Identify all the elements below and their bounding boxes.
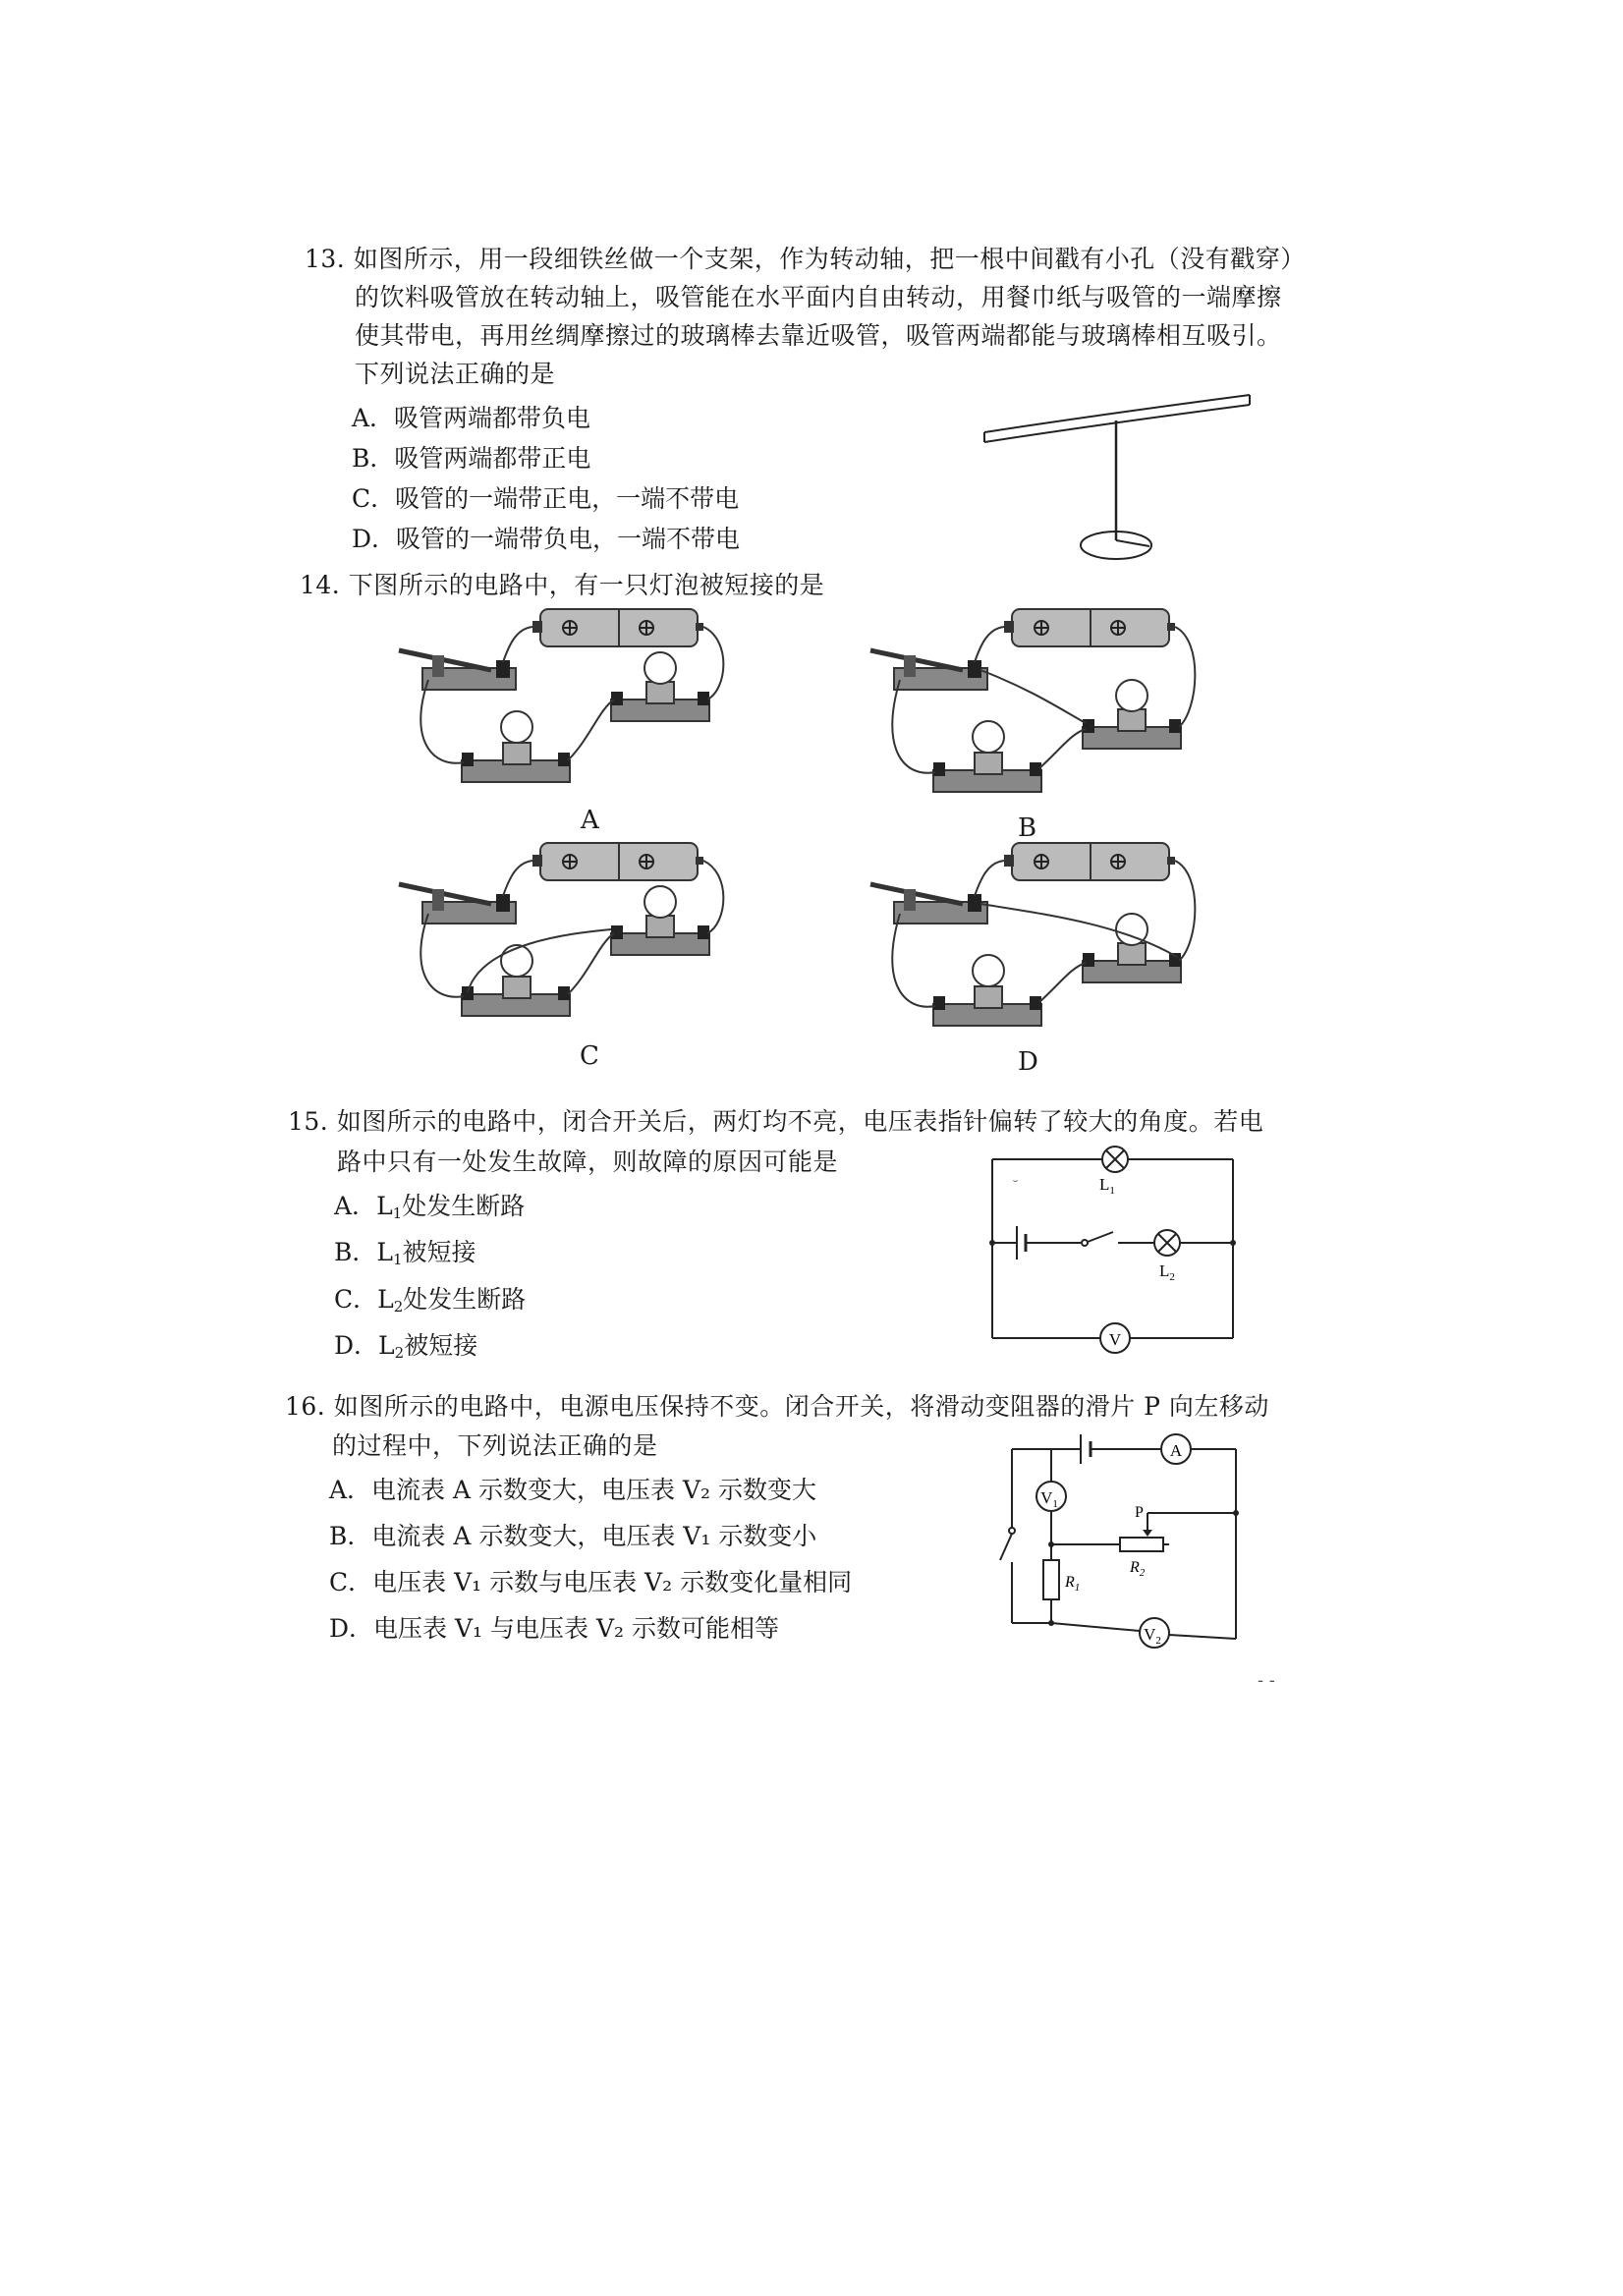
- q16-circuit-diagram: [982, 1415, 1258, 1651]
- q15-l2-label: $L_2$: [1159, 1261, 1175, 1283]
- q16-r1-label: $R_1$: [1065, 1574, 1081, 1594]
- bulb-icon: [611, 652, 709, 721]
- q16-v1-label: $V_1$: [1040, 1488, 1058, 1510]
- q16-number: 16.: [285, 1392, 326, 1421]
- q13-line-3: 使其带电，再用丝绸摩擦过的玻璃棒去靠近吸管，吸管两端都能与玻璃棒相互吸引。: [355, 321, 1282, 350]
- q13-line-4: 下列说法正确的是: [355, 360, 556, 388]
- q14-circuit-d: [865, 835, 1218, 1041]
- q15-voltmeter-label: V: [1108, 1330, 1122, 1349]
- q16-r2-label: $R_2$: [1130, 1559, 1146, 1579]
- q16-option-b: B．电流表 A 示数变大，电压表 V₁ 示数变小: [329, 1522, 817, 1550]
- q15-line-2: 路中只有一处发生故障，则故障的原因可能是: [337, 1148, 839, 1176]
- q13-line-2: 的饮料吸管放在转动轴上，吸管能在水平面内自由转动，用餐巾纸与吸管的一端摩擦: [355, 283, 1282, 311]
- q13-option-c: C．吸管的一端带正电，一端不带电: [352, 484, 740, 513]
- q14-caption-a: A: [581, 806, 599, 835]
- bulb-icon: [462, 711, 570, 782]
- q16-option-c: C．电压表 V₁ 示数与电压表 V₂ 示数变化量相同: [329, 1568, 853, 1596]
- q14-caption-b: B: [1018, 813, 1037, 843]
- q14-caption-d: D: [1018, 1047, 1038, 1077]
- q15-option-c: C．$L_2$处发生断路: [334, 1285, 527, 1316]
- q14-caption-c: C: [580, 1041, 599, 1071]
- q13-option-b: B．吸管两端都带正电: [352, 444, 591, 473]
- q16-option-d: D．电压表 V₁ 与电压表 V₂ 示数可能相等: [329, 1614, 779, 1643]
- footer-mark: - -: [1258, 1670, 1275, 1691]
- q15-option-a: A．$L_1$处发生断路: [334, 1192, 526, 1222]
- q13-number: 13.: [305, 245, 346, 273]
- q14-circuit-b: [865, 601, 1218, 808]
- q16-slider-p-label: P: [1135, 1504, 1144, 1521]
- svg-text:˘: ˘: [1012, 1179, 1019, 1195]
- q13-option-a: A．吸管两端都带负电: [352, 404, 591, 432]
- q15-number: 15.: [288, 1107, 329, 1136]
- q16-line-1: 16. 如图所示的电路中，电源电压保持不变。闭合开关，将滑动变阻器的滑片 P 向左移动: [285, 1392, 1269, 1421]
- q15-line-1: 15. 如图所示的电路中，闭合开关后，两灯均不亮，电压表指针偏转了较大的角度。若电: [288, 1107, 1264, 1136]
- q16-line-2: 的过程中，下列说法正确的是: [332, 1431, 658, 1460]
- q15-circuit-diagram: [982, 1130, 1258, 1356]
- battery-icon: [532, 609, 703, 646]
- q14-circuit-a: [393, 601, 747, 808]
- q16-v2-label: $V_2$: [1144, 1625, 1161, 1647]
- q16-ammeter-label: A: [1169, 1441, 1183, 1460]
- q13-line-1: 13. 如图所示，用一段细铁丝做一个支架，作为转动轴，把一根中间戳有小孔（没有戳穿）: [305, 245, 1306, 273]
- q13-straw-stand-figure: [973, 383, 1267, 570]
- q15-l1-label: $L_1$: [1099, 1175, 1115, 1197]
- q14-circuit-c: [393, 835, 747, 1041]
- q15-option-d: D．$L_2$被短接: [334, 1331, 478, 1362]
- q16-option-a: A．电流表 A 示数变大，电压表 V₂ 示数变大: [329, 1476, 816, 1504]
- q14-number: 14.: [300, 571, 341, 599]
- switch-icon: [399, 650, 516, 690]
- q13-option-d: D．吸管的一端带负电，一端不带电: [352, 525, 741, 553]
- q15-option-b: B．$L_1$被短接: [334, 1238, 476, 1268]
- q14-line-1: 14. 下图所示的电路中，有一只灯泡被短接的是: [300, 571, 825, 599]
